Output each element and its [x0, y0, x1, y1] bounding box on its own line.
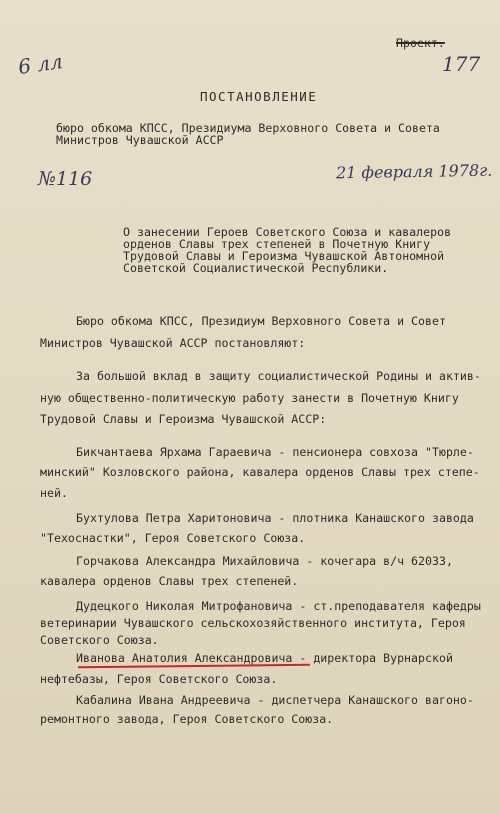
- paragraph-line: нефтебазы, Героя Советского Союза.: [40, 672, 278, 686]
- paragraph-line: кавалера орденов Славы трех степеней.: [40, 574, 299, 588]
- subject-line: Трудовой Славы и Героизма Чувашской Автономной: [123, 249, 445, 263]
- issuer-line: бюро обкома КПСС, Президиума Верховного Совета и Совета: [56, 121, 440, 135]
- paragraph-line: минский" Козловского района, кавалера орденов Славы трех степе-: [40, 465, 480, 479]
- paragraph-line: "Техоснастки", Героя Советского Союза.: [40, 531, 306, 545]
- paragraph-line: За большой вклад в защиту социалистической Родины и актив-: [76, 369, 481, 383]
- paragraph-line: Министров Чувашской АССР постановляют:: [40, 336, 306, 350]
- paragraph-line: Бикчантаева Ярхама Гараевича - пенсионера совхоза "Тюрле-: [76, 445, 474, 459]
- paragraph-line: Горчакова Александра Михайловича - кочегара в/ч 62033,: [76, 554, 453, 568]
- subject-line: Советской Социалистической Республики.: [123, 261, 389, 275]
- paragraph-line: ней.: [40, 486, 68, 500]
- handwritten-page-mark: 6 лл: [16, 49, 65, 79]
- paragraph-line: ветеринарии Чувашского сельскохозяйственного института, Героя: [40, 616, 466, 630]
- paragraph-line: Дудецкого Николая Митрофановича - ст.преподавателя кафедры: [76, 599, 481, 613]
- subject-line: орденов Славы трех степеней в Почетную Книгу: [123, 237, 431, 251]
- paragraph-line: Бухтулова Петра Харитоновича - плотника Канашского завода: [76, 511, 474, 525]
- document-title: ПОСТАНОВЛЕНИЕ: [200, 89, 318, 104]
- handwritten-doc-number: №116: [38, 168, 93, 190]
- paragraph-line: Бюро обкома КПСС, Президиум Верховного Совета и Совет: [76, 314, 446, 328]
- paragraph-line: Советского Союза.: [40, 633, 159, 647]
- subject-line: О занесении Героев Советского Союза и кавалеров: [123, 225, 452, 239]
- issuer-line: Министров Чувашской АССР: [56, 133, 224, 147]
- handwritten-number-mark: 177: [442, 52, 481, 76]
- paragraph-line: Трудовой Славы и Героизма Чувашской АССР:: [40, 412, 327, 426]
- paragraph-line: ную общественно-политическую работу занести в Почетную Книгу: [40, 391, 459, 405]
- project-mark: Проект.: [396, 36, 445, 50]
- paragraph-line: Кабалина Ивана Андреевича - диспетчера Канашского вагоно-: [76, 693, 474, 707]
- paragraph-line: Иванова Анатолия Александровича - директора Вурнарской: [76, 651, 453, 665]
- paragraph-line: ремонтного завода, Героя Советского Союза.: [40, 712, 334, 726]
- handwritten-date: 21 февраля 1978г.: [335, 160, 493, 183]
